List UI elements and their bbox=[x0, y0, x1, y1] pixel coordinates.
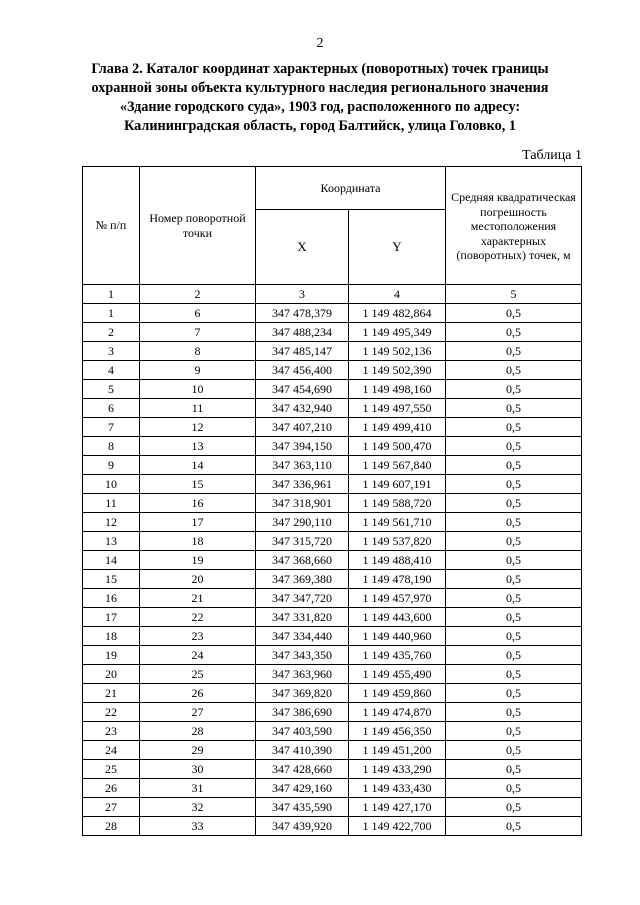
table-row bbox=[83, 399, 582, 418]
point-number-cell: 18 bbox=[140, 532, 256, 551]
point-number-cell: 12 bbox=[140, 418, 256, 437]
error-cell: 0,5 bbox=[446, 418, 582, 437]
y-coordinate-cell: 1 149 474,870 bbox=[349, 703, 446, 722]
y-coordinate-cell: 1 149 567,840 bbox=[349, 456, 446, 475]
row-number-cell: 12 bbox=[83, 513, 140, 532]
x-coordinate-cell: 347 331,820 bbox=[256, 608, 349, 627]
table-row bbox=[83, 418, 582, 437]
y-coordinate-cell: 1 149 499,410 bbox=[349, 418, 446, 437]
x-coordinate-cell: 347 439,920 bbox=[256, 817, 349, 836]
point-number-cell: 16 bbox=[140, 494, 256, 513]
row-number-cell: 10 bbox=[83, 475, 140, 494]
y-coordinate-cell: 1 149 443,600 bbox=[349, 608, 446, 627]
row-number-cell: 25 bbox=[83, 760, 140, 779]
error-cell: 0,5 bbox=[446, 570, 582, 589]
heading-line: Глава 2. Каталог координат характерных (поворотных) точек границы bbox=[91, 61, 549, 77]
row-number-cell: 26 bbox=[83, 779, 140, 798]
point-number-cell: 11 bbox=[140, 399, 256, 418]
error-cell: 0,5 bbox=[446, 456, 582, 475]
x-coordinate-cell: 347 315,720 bbox=[256, 532, 349, 551]
x-coordinate-cell: 347 363,110 bbox=[256, 456, 349, 475]
point-number-cell: 25 bbox=[140, 665, 256, 684]
table-row bbox=[83, 551, 582, 570]
column-number: 4 bbox=[349, 285, 446, 304]
row-number-cell: 14 bbox=[83, 551, 140, 570]
table-body bbox=[83, 304, 582, 836]
table-row bbox=[83, 475, 582, 494]
table-row bbox=[83, 380, 582, 399]
error-cell: 0,5 bbox=[446, 437, 582, 456]
y-coordinate-cell: 1 149 427,170 bbox=[349, 798, 446, 817]
error-cell: 0,5 bbox=[446, 665, 582, 684]
heading-line: «Здание городского суда», 1903 год, расположенного по адресу: bbox=[119, 99, 521, 115]
header-row-number: № п/п bbox=[83, 167, 140, 285]
y-coordinate-cell: 1 149 498,160 bbox=[349, 380, 446, 399]
table-row bbox=[83, 684, 582, 703]
y-coordinate-cell: 1 149 459,860 bbox=[349, 684, 446, 703]
y-coordinate-cell: 1 149 502,136 bbox=[349, 342, 446, 361]
x-coordinate-cell: 347 410,390 bbox=[256, 741, 349, 760]
error-cell: 0,5 bbox=[446, 342, 582, 361]
error-cell: 0,5 bbox=[446, 741, 582, 760]
point-number-cell: 21 bbox=[140, 589, 256, 608]
y-coordinate-cell: 1 149 456,350 bbox=[349, 722, 446, 741]
x-coordinate-cell: 347 435,590 bbox=[256, 798, 349, 817]
x-coordinate-cell: 347 407,210 bbox=[256, 418, 349, 437]
point-number-cell: 28 bbox=[140, 722, 256, 741]
table-row bbox=[83, 361, 582, 380]
x-coordinate-cell: 347 485,147 bbox=[256, 342, 349, 361]
row-number-cell: 27 bbox=[83, 798, 140, 817]
y-coordinate-cell: 1 149 497,550 bbox=[349, 399, 446, 418]
error-cell: 0,5 bbox=[446, 323, 582, 342]
point-number-cell: 23 bbox=[140, 627, 256, 646]
y-coordinate-cell: 1 149 451,200 bbox=[349, 741, 446, 760]
table-row bbox=[83, 494, 582, 513]
header-x: X bbox=[256, 210, 349, 285]
error-cell: 0,5 bbox=[446, 494, 582, 513]
point-number-cell: 8 bbox=[140, 342, 256, 361]
row-number-cell: 11 bbox=[83, 494, 140, 513]
row-number-cell: 23 bbox=[83, 722, 140, 741]
table-row bbox=[83, 779, 582, 798]
row-number-cell: 17 bbox=[83, 608, 140, 627]
x-coordinate-cell: 347 429,160 bbox=[256, 779, 349, 798]
row-number-cell: 21 bbox=[83, 684, 140, 703]
page-number: 2 bbox=[316, 36, 324, 51]
y-coordinate-cell: 1 149 607,191 bbox=[349, 475, 446, 494]
table-row bbox=[83, 703, 582, 722]
row-number-cell: 22 bbox=[83, 703, 140, 722]
y-coordinate-cell: 1 149 500,470 bbox=[349, 437, 446, 456]
y-coordinate-cell: 1 149 433,290 bbox=[349, 760, 446, 779]
column-number: 2 bbox=[140, 285, 256, 304]
table-row bbox=[83, 437, 582, 456]
error-cell: 0,5 bbox=[446, 361, 582, 380]
point-number-cell: 15 bbox=[140, 475, 256, 494]
coordinates-table bbox=[82, 166, 582, 836]
x-coordinate-cell: 347 369,820 bbox=[256, 684, 349, 703]
table-row bbox=[83, 760, 582, 779]
table-row bbox=[83, 513, 582, 532]
table-row bbox=[83, 741, 582, 760]
header-y: Y bbox=[349, 210, 446, 285]
table-row bbox=[83, 608, 582, 627]
row-number-cell: 4 bbox=[83, 361, 140, 380]
y-coordinate-cell: 1 149 537,820 bbox=[349, 532, 446, 551]
error-cell: 0,5 bbox=[446, 817, 582, 836]
error-cell: 0,5 bbox=[446, 760, 582, 779]
header-point-number: Номер поворотной точки bbox=[140, 167, 256, 285]
error-cell: 0,5 bbox=[446, 399, 582, 418]
table-row bbox=[83, 798, 582, 817]
y-coordinate-cell: 1 149 488,410 bbox=[349, 551, 446, 570]
point-number-cell: 24 bbox=[140, 646, 256, 665]
y-coordinate-cell: 1 149 455,490 bbox=[349, 665, 446, 684]
table-row bbox=[83, 665, 582, 684]
x-coordinate-cell: 347 488,234 bbox=[256, 323, 349, 342]
point-number-cell: 31 bbox=[140, 779, 256, 798]
error-cell: 0,5 bbox=[446, 703, 582, 722]
point-number-cell: 33 bbox=[140, 817, 256, 836]
row-number-cell: 3 bbox=[83, 342, 140, 361]
error-cell: 0,5 bbox=[446, 798, 582, 817]
point-number-cell: 20 bbox=[140, 570, 256, 589]
table-row bbox=[83, 342, 582, 361]
column-number: 5 bbox=[446, 285, 582, 304]
y-coordinate-cell: 1 149 422,700 bbox=[349, 817, 446, 836]
error-cell: 0,5 bbox=[446, 608, 582, 627]
x-coordinate-cell: 347 394,150 bbox=[256, 437, 349, 456]
y-coordinate-cell: 1 149 588,720 bbox=[349, 494, 446, 513]
row-number-cell: 19 bbox=[83, 646, 140, 665]
row-number-cell: 5 bbox=[83, 380, 140, 399]
row-number-cell: 28 bbox=[83, 817, 140, 836]
column-number-row bbox=[83, 285, 582, 304]
table-row bbox=[83, 532, 582, 551]
point-number-cell: 32 bbox=[140, 798, 256, 817]
table-row bbox=[83, 456, 582, 475]
error-cell: 0,5 bbox=[446, 779, 582, 798]
point-number-cell: 7 bbox=[140, 323, 256, 342]
x-coordinate-cell: 347 368,660 bbox=[256, 551, 349, 570]
table-row bbox=[83, 304, 582, 323]
point-number-cell: 13 bbox=[140, 437, 256, 456]
y-coordinate-cell: 1 149 433,430 bbox=[349, 779, 446, 798]
table-row bbox=[83, 722, 582, 741]
heading-line: охранной зоны объекта культурного наследия регионального значения bbox=[91, 80, 549, 96]
point-number-cell: 26 bbox=[140, 684, 256, 703]
error-cell: 0,5 bbox=[446, 551, 582, 570]
x-coordinate-cell: 347 386,690 bbox=[256, 703, 349, 722]
error-cell: 0,5 bbox=[446, 532, 582, 551]
x-coordinate-cell: 347 432,940 bbox=[256, 399, 349, 418]
row-number-cell: 2 bbox=[83, 323, 140, 342]
x-coordinate-cell: 347 456,400 bbox=[256, 361, 349, 380]
point-number-cell: 6 bbox=[140, 304, 256, 323]
error-cell: 0,5 bbox=[446, 380, 582, 399]
row-number-cell: 20 bbox=[83, 665, 140, 684]
row-number-cell: 16 bbox=[83, 589, 140, 608]
row-number-cell: 18 bbox=[83, 627, 140, 646]
point-number-cell: 14 bbox=[140, 456, 256, 475]
row-number-cell: 24 bbox=[83, 741, 140, 760]
y-coordinate-cell: 1 149 435,760 bbox=[349, 646, 446, 665]
error-cell: 0,5 bbox=[446, 304, 582, 323]
y-coordinate-cell: 1 149 478,190 bbox=[349, 570, 446, 589]
x-coordinate-cell: 347 369,380 bbox=[256, 570, 349, 589]
row-number-cell: 8 bbox=[83, 437, 140, 456]
x-coordinate-cell: 347 347,720 bbox=[256, 589, 349, 608]
table-row bbox=[83, 627, 582, 646]
error-cell: 0,5 bbox=[446, 513, 582, 532]
x-coordinate-cell: 347 318,901 bbox=[256, 494, 349, 513]
x-coordinate-cell: 347 343,350 bbox=[256, 646, 349, 665]
error-cell: 0,5 bbox=[446, 646, 582, 665]
table-row bbox=[83, 817, 582, 836]
y-coordinate-cell: 1 149 561,710 bbox=[349, 513, 446, 532]
y-coordinate-cell: 1 149 457,970 bbox=[349, 589, 446, 608]
y-coordinate-cell: 1 149 495,349 bbox=[349, 323, 446, 342]
point-number-cell: 30 bbox=[140, 760, 256, 779]
table-row bbox=[83, 323, 582, 342]
error-cell: 0,5 bbox=[446, 627, 582, 646]
x-coordinate-cell: 347 290,110 bbox=[256, 513, 349, 532]
error-cell: 0,5 bbox=[446, 722, 582, 741]
x-coordinate-cell: 347 478,379 bbox=[256, 304, 349, 323]
point-number-cell: 17 bbox=[140, 513, 256, 532]
x-coordinate-cell: 347 363,960 bbox=[256, 665, 349, 684]
x-coordinate-cell: 347 336,961 bbox=[256, 475, 349, 494]
column-number: 3 bbox=[256, 285, 349, 304]
y-coordinate-cell: 1 149 440,960 bbox=[349, 627, 446, 646]
point-number-cell: 27 bbox=[140, 703, 256, 722]
y-coordinate-cell: 1 149 482,864 bbox=[349, 304, 446, 323]
heading-line: Калининградская область, город Балтийск, улица Головко, 1 bbox=[124, 118, 516, 134]
row-number-cell: 7 bbox=[83, 418, 140, 437]
point-number-cell: 19 bbox=[140, 551, 256, 570]
chapter-heading bbox=[60, 60, 580, 136]
table-caption: Таблица 1 bbox=[522, 148, 582, 163]
y-coordinate-cell: 1 149 502,390 bbox=[349, 361, 446, 380]
table-row bbox=[83, 570, 582, 589]
header-coordinates: Координата bbox=[256, 167, 446, 210]
row-number-cell: 6 bbox=[83, 399, 140, 418]
row-number-cell: 15 bbox=[83, 570, 140, 589]
point-number-cell: 10 bbox=[140, 380, 256, 399]
row-number-cell: 9 bbox=[83, 456, 140, 475]
header-error: Средняя квадратическая погрешность местоположения характерных (поворотных) точек, м bbox=[446, 167, 582, 285]
table-row bbox=[83, 646, 582, 665]
point-number-cell: 9 bbox=[140, 361, 256, 380]
point-number-cell: 29 bbox=[140, 741, 256, 760]
error-cell: 0,5 bbox=[446, 684, 582, 703]
error-cell: 0,5 bbox=[446, 589, 582, 608]
row-number-cell: 1 bbox=[83, 304, 140, 323]
x-coordinate-cell: 347 454,690 bbox=[256, 380, 349, 399]
x-coordinate-cell: 347 403,590 bbox=[256, 722, 349, 741]
point-number-cell: 22 bbox=[140, 608, 256, 627]
x-coordinate-cell: 347 334,440 bbox=[256, 627, 349, 646]
table-row bbox=[83, 589, 582, 608]
row-number-cell: 13 bbox=[83, 532, 140, 551]
column-number: 1 bbox=[83, 285, 140, 304]
x-coordinate-cell: 347 428,660 bbox=[256, 760, 349, 779]
error-cell: 0,5 bbox=[446, 475, 582, 494]
